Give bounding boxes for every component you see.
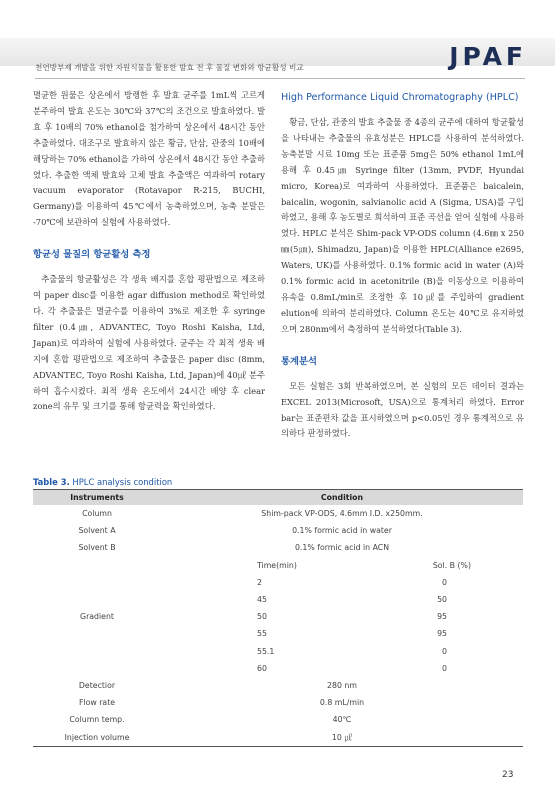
row-label-injection-volume: Injection volume bbox=[33, 728, 161, 746]
gradient-time: 55 bbox=[257, 629, 267, 639]
gradient-time: 45 bbox=[257, 595, 267, 605]
row-value-column: Shim-pack VP-ODS, 4.6mm I.D. x250mm. bbox=[261, 509, 423, 519]
row-value-detector: 280 nm bbox=[327, 680, 357, 690]
left-column bbox=[33, 88, 265, 415]
gradient-time: 50 bbox=[257, 612, 267, 622]
row-label-gradient: Gradient bbox=[80, 612, 114, 622]
journal-logo: JPAF bbox=[449, 42, 527, 71]
row-label-column: Column bbox=[82, 509, 112, 519]
gradient-solb: 0 bbox=[442, 646, 447, 656]
section-heading-antimicrobial: 항균성 물질의 항균활성 측정 bbox=[33, 249, 151, 261]
row-value-solvent-a: 0.1% formic acid in water bbox=[292, 526, 392, 536]
right-paragraph-1: 황금, 단삼, 관중의 발효 추출물 중 4종의 균주에 대하여 항균활성을 나타내는 추출물의 유효성분은 HPLC를 사용하여 분석하였다. 농축분말 시료 10mg 또는 표준품 5mg은 50% ethanol 1mL에 용해 후 0.45㎛ Syringe filter (13mm, PVDF, Hyundai micro, Korea)로 여과하여 사용하였다. 표준품은 baicalein, baicalin, wogonin, salvianolic acid A (Sigma, USA)를 구입하였고, 용해 후 농도별로 희석하여 표준 곡선을 얻어 실험에 사용하였다. HPLC 분석은 Shim-pack VP-ODS column (4.6㎜ x 250㎜(5㎛), Shimadzu, Japan)을 이용한 HPLC(Alliance e2695, Waters, UK)를 사용하였다. 0.1% formic acid in water (A)와 0.1% formic acid in acetonitrile (B)을 이동상으로 이용하여 유속을 0.8mL/min로 조정한 후 10㎕를 주입하여 gradient elution에 의하여 분리하였다. Column 온도는 40℃로 유지하였으며 280nm에서 측정하여 분석하였다(Table 3). bbox=[281, 117, 524, 334]
row-label-solvent-b: Solvent B bbox=[78, 543, 116, 553]
gradient-solb-header: Sol. B (%) bbox=[432, 560, 471, 570]
section-heading-hplc: High Performance Liquid Chromatography (HPLC) bbox=[281, 92, 519, 103]
gradient-solb: 95 bbox=[437, 629, 447, 639]
table-caption-label: Table 3. bbox=[33, 477, 70, 487]
gradient-time: 55.1 bbox=[257, 646, 275, 656]
table-row bbox=[33, 505, 523, 522]
table-row bbox=[33, 539, 523, 556]
row-value-solvent-b: 0.1% formic acid in ACN bbox=[294, 543, 390, 553]
table-caption-text: HPLC analysis condition bbox=[69, 477, 173, 487]
table-row bbox=[33, 677, 523, 694]
header-rule bbox=[35, 78, 525, 79]
table-caption bbox=[33, 477, 172, 487]
page-header bbox=[0, 0, 555, 80]
row-label-solvent-a: Solvent A bbox=[78, 526, 116, 536]
hplc-condition-table bbox=[33, 489, 523, 747]
left-paragraph-2: 추출물의 항균활성은 각 생육 배지를 혼합 평판법으로 제조하여 paper disc를 이용한 agar diffusion method로 확인하였다. 각 추출물은 멸균수를 이용하여 3%로 제조한 후 syringe filter (0.4㎛, ADVANTEC, Toyo Roshi Kaisha, Ltd, Japan)로 여과하여 실험에 사용하였다. 균주는 각 최적 생육 배지에 혼합 평판법으로 제조하여 추출물은 paper disc (8mm, ADVANTEC, Toyo Roshi Kaisha, Ltd, Japan)에 40㎕ 분주하여 흡수시켰다. 최적 생육 온도에서 24시간 배양 후 clear zone의 유무 및 크기를 통해 항균력을 확인하였다. bbox=[33, 274, 265, 412]
gradient-time: 60 bbox=[257, 663, 267, 673]
row-value-column-temp: 40℃ bbox=[332, 715, 352, 725]
table-header-instruments: Instruments bbox=[33, 490, 161, 506]
section-heading-statistics: 통계분석 bbox=[281, 355, 317, 367]
gradient-time: 2 bbox=[257, 577, 262, 587]
table-row bbox=[33, 694, 523, 711]
table-header-row bbox=[33, 490, 523, 506]
gradient-solb: 0 bbox=[442, 663, 447, 673]
table-row bbox=[33, 711, 523, 728]
left-paragraph-1: 멸균한 원물은 상온에서 방랭한 후 발효 균주를 1mL씩 고르게 분주하여 발효 온도는 30℃와 37℃의 조건으로 발효하였다. 발효 후 10배의 70% ethanol을 첨가하여 상온에서 48시간 동안 추출하였다. 대조구로 발효하지 않은 황금, 단삼, 관중의 10배에 해당하는 70% ethanol을 가하여 상온에서 48시간 동안 추출하였다. 추출한 액체 발효와 고체 발효 추출액은 여과하여 rotary vacuum evaporator (Rotavapor R-215, BUCHI, Germany)를 이용하여 45℃에서 농축하였으며, 농축 분말은 -70℃에 보관하여 실험에 사용하였다. bbox=[33, 90, 265, 228]
table-row bbox=[33, 557, 523, 574]
row-value-flow-rate: 0.8 mL/min bbox=[319, 698, 365, 708]
gradient-solb: 0 bbox=[442, 577, 447, 587]
right-paragraph-2: 모든 실험은 3회 반복하였으며, 본 실험의 모든 데이터 결과는 EXCEL 2013(Microsoft, USA)으로 통계처리 하였다. Error bar는 표준편차 값을 표시하였으며 p<0.05인 경우 통계적으로 유의하다 판정하였다. bbox=[281, 380, 524, 439]
row-label-detector: Detectior bbox=[78, 680, 116, 690]
gradient-time-header: Time(min) bbox=[257, 560, 297, 570]
gradient-solb: 95 bbox=[437, 612, 447, 622]
table-row bbox=[33, 728, 523, 746]
row-value-injection-volume: 10 ㎕ bbox=[161, 728, 523, 746]
row-label-flow-rate: Flow rate bbox=[78, 698, 116, 708]
right-column bbox=[281, 88, 524, 442]
gradient-solb: 50 bbox=[437, 595, 447, 605]
running-title: 천연방부제 개발을 위한 자원식물을 활용한 발효 전 후 물질 변화와 항균활성 비교 bbox=[35, 63, 304, 72]
table-header-condition: Condition bbox=[161, 490, 523, 506]
table-row bbox=[33, 522, 523, 539]
page-number: 23 bbox=[502, 770, 514, 780]
row-label-column-temp: Column temp. bbox=[69, 715, 125, 725]
